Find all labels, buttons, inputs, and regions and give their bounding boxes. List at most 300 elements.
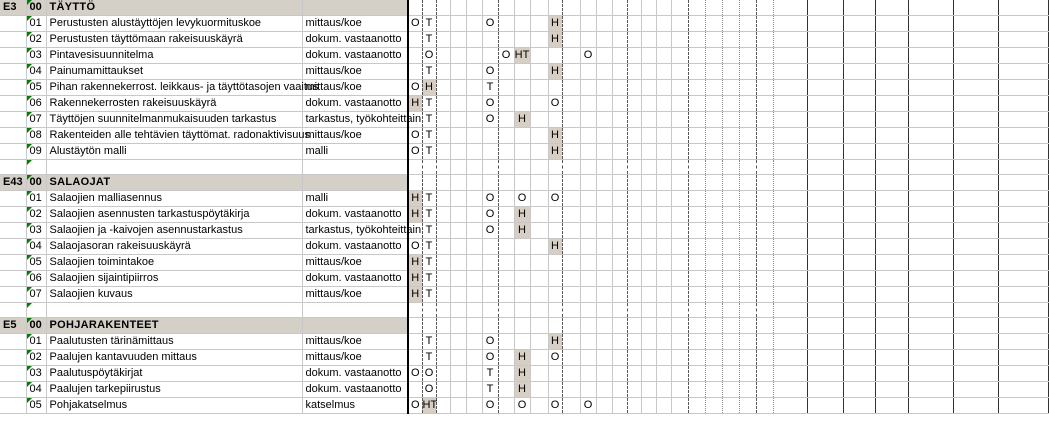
- cell-mark[interactable]: [756, 80, 773, 96]
- cell-mark[interactable]: [807, 48, 843, 64]
- cell-mark[interactable]: [908, 366, 953, 382]
- cell-mark[interactable]: [908, 48, 953, 64]
- cell-mark[interactable]: O: [498, 48, 514, 64]
- cell-mark[interactable]: [466, 144, 482, 160]
- cell-mark[interactable]: [422, 0, 436, 16]
- cell-mark[interactable]: [408, 350, 422, 366]
- cell-mark[interactable]: [482, 271, 498, 287]
- cell-code[interactable]: E3: [0, 0, 26, 16]
- cell-mark[interactable]: O: [408, 239, 422, 255]
- cell-mark[interactable]: [688, 207, 705, 223]
- cell-mark[interactable]: [596, 80, 612, 96]
- cell-mark[interactable]: [843, 303, 875, 318]
- cell-mark[interactable]: [688, 112, 705, 128]
- cell-code[interactable]: [0, 160, 26, 175]
- cell-mark[interactable]: T: [422, 16, 436, 32]
- cell-mark[interactable]: [408, 318, 422, 334]
- cell-mark[interactable]: T: [482, 80, 498, 96]
- cell-mark[interactable]: O: [580, 398, 596, 414]
- cell-mark[interactable]: [875, 334, 908, 350]
- cell-mark[interactable]: [705, 0, 722, 16]
- cell-mark[interactable]: [530, 223, 548, 239]
- cell-mark[interactable]: [436, 0, 450, 16]
- cell-mark[interactable]: [627, 64, 641, 80]
- cell-mark[interactable]: [998, 16, 1048, 32]
- cell-mark[interactable]: [580, 207, 596, 223]
- cell-mark[interactable]: [807, 303, 843, 318]
- cell-mark[interactable]: [514, 271, 530, 287]
- cell-subcode[interactable]: 00: [26, 175, 46, 191]
- cell-subcode[interactable]: 03: [26, 48, 46, 64]
- cell-mark[interactable]: [688, 239, 705, 255]
- cell-mark[interactable]: [562, 48, 580, 64]
- cell-mark[interactable]: [596, 191, 612, 207]
- cell-mark[interactable]: [436, 96, 450, 112]
- cell-code[interactable]: [0, 382, 26, 398]
- cell-mark[interactable]: [612, 303, 627, 318]
- cell-mark[interactable]: [756, 160, 773, 175]
- cell-mark[interactable]: [450, 287, 466, 303]
- cell-mark[interactable]: H: [408, 287, 422, 303]
- cell-mark[interactable]: [671, 239, 688, 255]
- cell-mark[interactable]: H: [408, 255, 422, 271]
- cell-method[interactable]: mittaus/koe: [302, 128, 408, 144]
- cell-mark[interactable]: [627, 382, 641, 398]
- cell-mark[interactable]: [530, 255, 548, 271]
- cell-mark[interactable]: [688, 382, 705, 398]
- cell-mark[interactable]: [908, 32, 953, 48]
- cell-mark[interactable]: [908, 382, 953, 398]
- cell-mark[interactable]: [688, 350, 705, 366]
- cell-mark[interactable]: [450, 48, 466, 64]
- cell-mark[interactable]: [656, 382, 671, 398]
- cell-mark[interactable]: [739, 287, 756, 303]
- cell-subcode[interactable]: 04: [26, 382, 46, 398]
- cell-mark[interactable]: [807, 144, 843, 160]
- cell-mark[interactable]: [773, 128, 807, 144]
- cell-mark[interactable]: [843, 112, 875, 128]
- cell-mark[interactable]: [739, 239, 756, 255]
- cell-mark[interactable]: [908, 191, 953, 207]
- cell-mark[interactable]: [656, 144, 671, 160]
- cell-mark[interactable]: [722, 32, 739, 48]
- cell-mark[interactable]: [641, 175, 656, 191]
- cell-description[interactable]: Salaojien kuvaus: [46, 287, 302, 303]
- cell-mark[interactable]: [908, 64, 953, 80]
- cell-mark[interactable]: [450, 318, 466, 334]
- cell-mark[interactable]: [612, 366, 627, 382]
- cell-mark[interactable]: [953, 96, 998, 112]
- cell-code[interactable]: [0, 96, 26, 112]
- cell-code[interactable]: [0, 16, 26, 32]
- cell-mark[interactable]: [514, 96, 530, 112]
- cell-mark[interactable]: [627, 191, 641, 207]
- cell-mark[interactable]: [773, 96, 807, 112]
- cell-mark[interactable]: [596, 160, 612, 175]
- cell-method[interactable]: mittaus/koe: [302, 255, 408, 271]
- cell-mark[interactable]: [843, 382, 875, 398]
- cell-mark[interactable]: [875, 128, 908, 144]
- cell-mark[interactable]: H: [548, 334, 562, 350]
- cell-mark[interactable]: [843, 0, 875, 16]
- cell-method[interactable]: [302, 175, 408, 191]
- cell-mark[interactable]: [843, 128, 875, 144]
- cell-mark[interactable]: [773, 32, 807, 48]
- cell-mark[interactable]: [688, 255, 705, 271]
- cell-mark[interactable]: [562, 334, 580, 350]
- cell-mark[interactable]: [466, 80, 482, 96]
- cell-subcode[interactable]: 06: [26, 96, 46, 112]
- cell-mark[interactable]: [548, 80, 562, 96]
- cell-mark[interactable]: [705, 271, 722, 287]
- cell-mark[interactable]: [875, 366, 908, 382]
- cell-mark[interactable]: [612, 80, 627, 96]
- cell-mark[interactable]: [580, 112, 596, 128]
- cell-mark[interactable]: O: [514, 398, 530, 414]
- cell-mark[interactable]: [807, 398, 843, 414]
- cell-mark[interactable]: [596, 318, 612, 334]
- cell-mark[interactable]: [756, 239, 773, 255]
- cell-mark[interactable]: [612, 191, 627, 207]
- cell-mark[interactable]: O: [408, 128, 422, 144]
- cell-mark[interactable]: O: [482, 112, 498, 128]
- cell-mark[interactable]: [514, 255, 530, 271]
- cell-mark[interactable]: [953, 350, 998, 366]
- cell-mark[interactable]: [656, 207, 671, 223]
- cell-mark[interactable]: [843, 271, 875, 287]
- cell-method[interactable]: mittaus/koe: [302, 350, 408, 366]
- cell-mark[interactable]: [641, 223, 656, 239]
- cell-mark[interactable]: [773, 271, 807, 287]
- cell-mark[interactable]: [998, 398, 1048, 414]
- cell-mark[interactable]: [722, 16, 739, 32]
- cell-mark[interactable]: H: [548, 144, 562, 160]
- cell-mark[interactable]: [705, 350, 722, 366]
- cell-mark[interactable]: [773, 366, 807, 382]
- cell-mark[interactable]: [498, 80, 514, 96]
- cell-code[interactable]: [0, 398, 26, 414]
- cell-mark[interactable]: [612, 96, 627, 112]
- cell-mark[interactable]: [612, 16, 627, 32]
- cell-mark[interactable]: [596, 16, 612, 32]
- cell-mark[interactable]: [998, 334, 1048, 350]
- cell-mark[interactable]: [627, 207, 641, 223]
- cell-mark[interactable]: [953, 382, 998, 398]
- cell-mark[interactable]: [722, 318, 739, 334]
- cell-mark[interactable]: [688, 175, 705, 191]
- cell-method[interactable]: [302, 303, 408, 318]
- cell-mark[interactable]: [656, 191, 671, 207]
- cell-description[interactable]: Perustusten täyttömaan rakeisuuskäyrä: [46, 32, 302, 48]
- cell-description[interactable]: Salaojien asennusten tarkastuspöytäkirja: [46, 207, 302, 223]
- cell-method[interactable]: [302, 0, 408, 16]
- cell-mark[interactable]: [656, 398, 671, 414]
- cell-mark[interactable]: [498, 160, 514, 175]
- cell-mark[interactable]: [627, 303, 641, 318]
- cell-mark[interactable]: [612, 112, 627, 128]
- cell-mark[interactable]: [627, 271, 641, 287]
- cell-mark[interactable]: HT: [422, 398, 436, 414]
- cell-mark[interactable]: [466, 398, 482, 414]
- cell-mark[interactable]: [756, 350, 773, 366]
- cell-mark[interactable]: [722, 48, 739, 64]
- cell-mark[interactable]: [466, 350, 482, 366]
- cell-mark[interactable]: [627, 366, 641, 382]
- cell-mark[interactable]: [705, 207, 722, 223]
- cell-mark[interactable]: [450, 334, 466, 350]
- cell-method[interactable]: katselmus: [302, 398, 408, 414]
- cell-mark[interactable]: [722, 0, 739, 16]
- cell-mark[interactable]: [596, 128, 612, 144]
- cell-mark[interactable]: [705, 48, 722, 64]
- cell-code[interactable]: [0, 350, 26, 366]
- cell-mark[interactable]: [498, 350, 514, 366]
- cell-mark[interactable]: [671, 318, 688, 334]
- cell-mark[interactable]: [641, 160, 656, 175]
- cell-mark[interactable]: [807, 207, 843, 223]
- cell-mark[interactable]: [773, 382, 807, 398]
- cell-mark[interactable]: O: [548, 96, 562, 112]
- cell-mark[interactable]: [530, 48, 548, 64]
- cell-mark[interactable]: [908, 350, 953, 366]
- cell-mark[interactable]: [548, 318, 562, 334]
- cell-mark[interactable]: [612, 207, 627, 223]
- cell-mark[interactable]: O: [548, 398, 562, 414]
- cell-mark[interactable]: [773, 64, 807, 80]
- cell-code[interactable]: [0, 112, 26, 128]
- cell-mark[interactable]: O: [548, 350, 562, 366]
- cell-mark[interactable]: [756, 334, 773, 350]
- cell-mark[interactable]: [408, 32, 422, 48]
- cell-mark[interactable]: H: [514, 382, 530, 398]
- cell-mark[interactable]: [596, 239, 612, 255]
- cell-mark[interactable]: [530, 287, 548, 303]
- cell-mark[interactable]: [408, 64, 422, 80]
- cell-mark[interactable]: [671, 334, 688, 350]
- cell-mark[interactable]: [548, 207, 562, 223]
- cell-method[interactable]: dokum. vastaanotto: [302, 366, 408, 382]
- cell-mark[interactable]: [756, 255, 773, 271]
- cell-mark[interactable]: [641, 16, 656, 32]
- cell-mark[interactable]: [953, 112, 998, 128]
- cell-mark[interactable]: [627, 80, 641, 96]
- cell-mark[interactable]: [450, 191, 466, 207]
- cell-mark[interactable]: [436, 303, 450, 318]
- cell-description[interactable]: Rakennekerrosten rakeisuuskäyrä: [46, 96, 302, 112]
- cell-mark[interactable]: [612, 32, 627, 48]
- cell-mark[interactable]: [807, 64, 843, 80]
- cell-mark[interactable]: [408, 382, 422, 398]
- cell-mark[interactable]: O: [514, 191, 530, 207]
- cell-mark[interactable]: [562, 239, 580, 255]
- cell-mark[interactable]: [671, 0, 688, 16]
- cell-mark[interactable]: [408, 48, 422, 64]
- cell-mark[interactable]: [482, 318, 498, 334]
- cell-mark[interactable]: [498, 398, 514, 414]
- cell-mark[interactable]: [688, 334, 705, 350]
- cell-mark[interactable]: O: [482, 223, 498, 239]
- cell-mark[interactable]: [641, 303, 656, 318]
- cell-mark[interactable]: [998, 318, 1048, 334]
- cell-mark[interactable]: [482, 48, 498, 64]
- cell-mark[interactable]: [436, 398, 450, 414]
- cell-mark[interactable]: [514, 318, 530, 334]
- cell-mark[interactable]: [722, 160, 739, 175]
- cell-mark[interactable]: O: [482, 191, 498, 207]
- cell-mark[interactable]: [722, 398, 739, 414]
- cell-mark[interactable]: [807, 191, 843, 207]
- cell-mark[interactable]: [466, 366, 482, 382]
- cell-mark[interactable]: [612, 175, 627, 191]
- cell-mark[interactable]: [530, 191, 548, 207]
- cell-mark[interactable]: [596, 334, 612, 350]
- cell-mark[interactable]: [998, 144, 1048, 160]
- cell-mark[interactable]: [773, 191, 807, 207]
- cell-mark[interactable]: [466, 112, 482, 128]
- cell-mark[interactable]: [756, 366, 773, 382]
- cell-mark[interactable]: [641, 128, 656, 144]
- cell-mark[interactable]: [450, 64, 466, 80]
- cell-mark[interactable]: [450, 16, 466, 32]
- cell-mark[interactable]: [498, 144, 514, 160]
- cell-mark[interactable]: [436, 334, 450, 350]
- cell-mark[interactable]: [450, 96, 466, 112]
- cell-mark[interactable]: [548, 223, 562, 239]
- cell-mark[interactable]: [627, 398, 641, 414]
- cell-mark[interactable]: [722, 350, 739, 366]
- cell-mark[interactable]: [908, 175, 953, 191]
- cell-mark[interactable]: [498, 96, 514, 112]
- cell-mark[interactable]: [998, 32, 1048, 48]
- cell-mark[interactable]: [530, 96, 548, 112]
- cell-code[interactable]: [0, 64, 26, 80]
- cell-mark[interactable]: [656, 255, 671, 271]
- cell-mark[interactable]: [530, 207, 548, 223]
- cell-mark[interactable]: [688, 128, 705, 144]
- cell-mark[interactable]: T: [422, 64, 436, 80]
- cell-mark[interactable]: [514, 64, 530, 80]
- cell-mark[interactable]: H: [422, 80, 436, 96]
- cell-mark[interactable]: H: [514, 366, 530, 382]
- cell-mark[interactable]: [627, 287, 641, 303]
- cell-mark[interactable]: [739, 318, 756, 334]
- cell-mark[interactable]: [656, 334, 671, 350]
- cell-mark[interactable]: [843, 96, 875, 112]
- cell-mark[interactable]: [756, 64, 773, 80]
- cell-mark[interactable]: [773, 112, 807, 128]
- cell-mark[interactable]: [562, 96, 580, 112]
- cell-mark[interactable]: [773, 16, 807, 32]
- cell-mark[interactable]: [656, 112, 671, 128]
- cell-mark[interactable]: [580, 0, 596, 16]
- cell-mark[interactable]: H: [548, 128, 562, 144]
- cell-mark[interactable]: [580, 303, 596, 318]
- cell-mark[interactable]: [580, 96, 596, 112]
- cell-mark[interactable]: [612, 160, 627, 175]
- cell-mark[interactable]: [641, 255, 656, 271]
- cell-mark[interactable]: [998, 382, 1048, 398]
- cell-mark[interactable]: [722, 207, 739, 223]
- cell-mark[interactable]: [671, 160, 688, 175]
- cell-mark[interactable]: [580, 175, 596, 191]
- cell-mark[interactable]: [773, 48, 807, 64]
- cell-mark[interactable]: [450, 350, 466, 366]
- cell-mark[interactable]: T: [482, 382, 498, 398]
- cell-method[interactable]: tarkastus, työkohteittain: [302, 112, 408, 128]
- cell-mark[interactable]: H: [548, 32, 562, 48]
- cell-description[interactable]: Pohjakatselmus: [46, 398, 302, 414]
- cell-mark[interactable]: [596, 398, 612, 414]
- cell-mark[interactable]: [436, 160, 450, 175]
- cell-mark[interactable]: [843, 64, 875, 80]
- cell-mark[interactable]: [627, 48, 641, 64]
- cell-mark[interactable]: [498, 16, 514, 32]
- cell-mark[interactable]: O: [408, 366, 422, 382]
- cell-mark[interactable]: [514, 32, 530, 48]
- cell-mark[interactable]: [498, 382, 514, 398]
- cell-mark[interactable]: [722, 382, 739, 398]
- cell-mark[interactable]: [807, 271, 843, 287]
- cell-mark[interactable]: [656, 271, 671, 287]
- cell-mark[interactable]: [466, 239, 482, 255]
- cell-mark[interactable]: [548, 382, 562, 398]
- cell-mark[interactable]: [498, 128, 514, 144]
- cell-mark[interactable]: [562, 16, 580, 32]
- cell-mark[interactable]: [596, 271, 612, 287]
- cell-mark[interactable]: [953, 318, 998, 334]
- cell-mark[interactable]: [482, 128, 498, 144]
- cell-description[interactable]: Perustusten alustäyttöjen levykuormituskoe: [46, 16, 302, 32]
- cell-mark[interactable]: [482, 0, 498, 16]
- cell-mark[interactable]: [756, 318, 773, 334]
- cell-mark[interactable]: [596, 48, 612, 64]
- cell-mark[interactable]: [422, 318, 436, 334]
- cell-subcode[interactable]: [26, 303, 46, 318]
- cell-mark[interactable]: H: [548, 239, 562, 255]
- cell-mark[interactable]: [580, 160, 596, 175]
- cell-mark[interactable]: [875, 112, 908, 128]
- cell-method[interactable]: dokum. vastaanotto: [302, 96, 408, 112]
- cell-mark[interactable]: [466, 16, 482, 32]
- cell-mark[interactable]: [514, 303, 530, 318]
- cell-mark[interactable]: [466, 0, 482, 16]
- cell-mark[interactable]: [482, 144, 498, 160]
- cell-mark[interactable]: [843, 16, 875, 32]
- cell-mark[interactable]: [807, 287, 843, 303]
- cell-mark[interactable]: [671, 80, 688, 96]
- cell-mark[interactable]: [596, 382, 612, 398]
- cell-mark[interactable]: [722, 128, 739, 144]
- cell-description[interactable]: POHJARAKENTEET: [46, 318, 302, 334]
- cell-mark[interactable]: [436, 32, 450, 48]
- cell-mark[interactable]: [562, 350, 580, 366]
- cell-description[interactable]: Salaojien sijaintipiirros: [46, 271, 302, 287]
- cell-subcode[interactable]: 01: [26, 16, 46, 32]
- cell-mark[interactable]: [498, 271, 514, 287]
- cell-mark[interactable]: [908, 239, 953, 255]
- cell-mark[interactable]: [688, 160, 705, 175]
- cell-mark[interactable]: [705, 80, 722, 96]
- cell-description[interactable]: TÄYTTÖ: [46, 0, 302, 16]
- cell-mark[interactable]: [705, 239, 722, 255]
- cell-mark[interactable]: [436, 382, 450, 398]
- cell-mark[interactable]: [843, 334, 875, 350]
- cell-mark[interactable]: T: [422, 112, 436, 128]
- cell-mark[interactable]: [656, 239, 671, 255]
- cell-mark[interactable]: [875, 96, 908, 112]
- cell-mark[interactable]: [530, 366, 548, 382]
- cell-description[interactable]: Salaojien malliasennus: [46, 191, 302, 207]
